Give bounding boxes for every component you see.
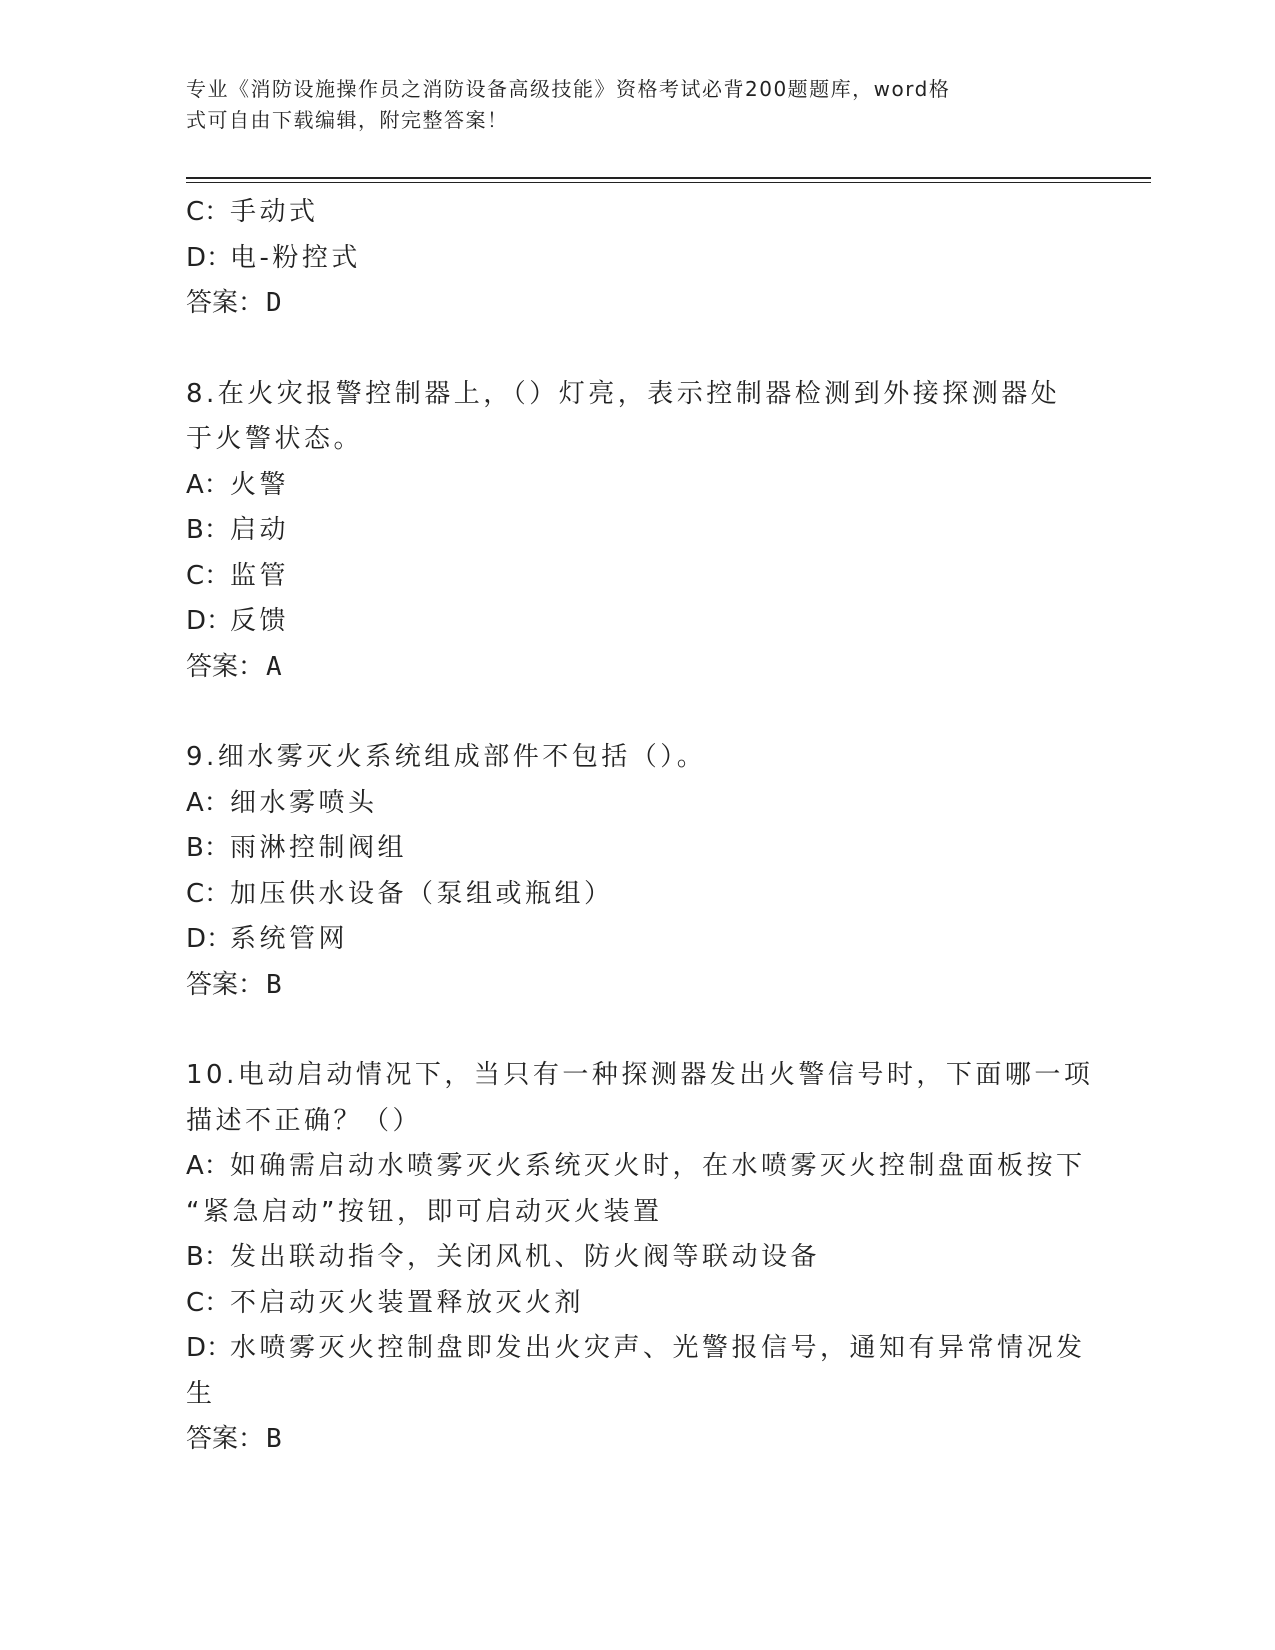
answer-value: A — [266, 651, 282, 682]
question-8 — [186, 372, 1076, 691]
option-a — [186, 1144, 1086, 1190]
question-stem-line-1: 8.在火灾报警控制器上，（）灯亮，表示控制器检测到外接探测器处 — [186, 378, 1061, 409]
question-content — [186, 190, 1094, 1463]
question-10 — [186, 1053, 1094, 1463]
option-text: 手动式 — [230, 197, 319, 227]
question-stem-line-2: 于火警状态。 — [186, 424, 364, 454]
option-text: 火警 — [230, 469, 290, 500]
option-letter: C： — [186, 197, 231, 227]
option-letter: C： — [186, 1287, 231, 1318]
question-stem-line-1: 10.电动启动情况下，当只有一种探测器发出火警信号时，下面哪一项 — [186, 1060, 1094, 1090]
question-7-tail — [186, 190, 1076, 327]
answer-value: B — [266, 1424, 282, 1454]
question-stem-line-1: 9.细水雾灭火系统组成部件不包括（）。 — [186, 742, 707, 772]
option-letter: A： — [186, 787, 230, 818]
option-a — [186, 463, 1076, 509]
option-letter: D： — [186, 242, 233, 273]
option-letter: C： — [186, 878, 231, 909]
document-header — [186, 74, 1066, 136]
option-c — [186, 554, 1076, 600]
option-d — [186, 236, 1076, 282]
option-text: 电-粉控式 — [230, 242, 361, 273]
option-text: 不启动灭火装置释放灭火剂 — [230, 1287, 585, 1318]
option-c — [186, 190, 1076, 236]
header-divider-thick — [186, 177, 1151, 179]
option-d-continued: 生 — [186, 1378, 216, 1409]
option-text-line-1: 如确需启动水喷雾灭火系统灭火时，在水喷雾灭火控制盘面板按下 — [230, 1151, 1086, 1181]
option-a — [186, 781, 1076, 827]
option-b — [186, 508, 1076, 554]
option-letter: D： — [186, 1333, 233, 1363]
answer-line — [186, 645, 1076, 691]
option-text: 加压供水设备（泵组或瓶组） — [230, 878, 614, 909]
option-letter: B： — [186, 833, 230, 863]
option-letter: D： — [186, 924, 233, 954]
header-line-2: 式可自由下载编辑，附完整答案！ — [186, 108, 509, 132]
option-c — [186, 872, 1076, 918]
question-stem-line-2: 描述不正确？（） — [186, 1105, 423, 1136]
answer-value: D — [266, 288, 282, 318]
option-text-line-1: 水喷雾灭火控制盘即发出火灾声、光警报信号，通知有异常情况发 — [230, 1333, 1086, 1363]
option-text: 发出联动指令，关闭风机、防火阀等联动设备 — [230, 1242, 821, 1272]
option-text: 系统管网 — [230, 924, 349, 954]
option-letter: B： — [186, 1242, 230, 1272]
option-a-continued: “紧急启动”按钮，即可启动灭火装置 — [186, 1196, 663, 1227]
answer-value: B — [266, 969, 282, 1000]
question-9 — [186, 735, 1076, 1008]
spacer — [186, 690, 1076, 735]
spacer — [186, 1008, 1076, 1053]
answer-line — [186, 1417, 1076, 1463]
answer-label: 答案： — [186, 1424, 265, 1454]
option-d — [186, 599, 1076, 645]
option-b — [186, 1235, 1076, 1281]
answer-label: 答案： — [186, 288, 265, 318]
option-letter: B： — [186, 515, 230, 545]
option-letter: A： — [186, 1151, 230, 1181]
option-letter: C： — [186, 560, 231, 591]
option-text: 雨淋控制阀组 — [230, 833, 408, 863]
option-letter: A： — [186, 469, 230, 500]
answer-label: 答案： — [186, 969, 265, 1000]
spacer — [186, 327, 1076, 372]
option-d — [186, 917, 1076, 963]
option-letter: D： — [186, 606, 233, 636]
option-text: 监管 — [230, 560, 290, 591]
option-d — [186, 1326, 1086, 1372]
option-text: 细水雾喷头 — [230, 787, 378, 818]
header-divider-thin — [186, 182, 1151, 183]
answer-line — [186, 281, 1076, 327]
option-text: 反馈 — [230, 606, 290, 636]
answer-line — [186, 963, 1076, 1009]
header-line-1: 专业《消防设施操作员之消防设备高级技能》资格考试必背200题题库，word格 — [186, 77, 951, 101]
answer-label: 答案： — [186, 651, 265, 682]
option-text: 启动 — [230, 515, 290, 545]
option-b — [186, 826, 1076, 872]
option-c — [186, 1281, 1076, 1327]
